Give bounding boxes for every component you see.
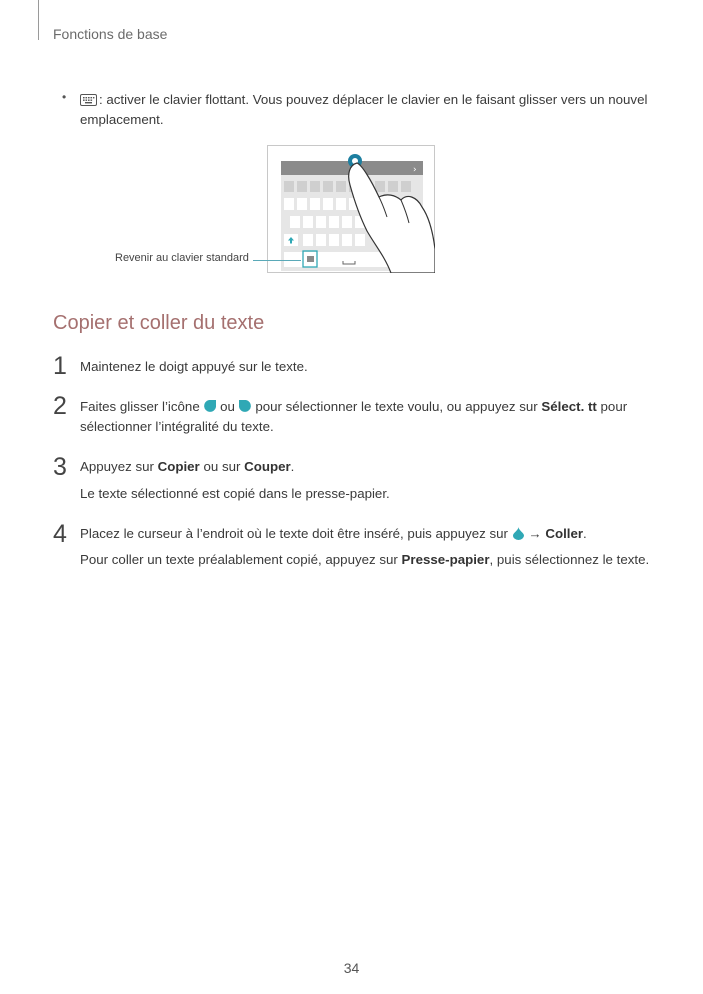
step-4-subtext bbox=[80, 550, 690, 570]
step-3-part2: ou sur bbox=[203, 459, 241, 474]
step-1-text: Maintenez le doigt appuyé sur le texte. bbox=[80, 359, 308, 374]
step-4-period: . bbox=[583, 526, 587, 541]
margin-rule bbox=[38, 0, 39, 40]
cut-label: Couper bbox=[244, 459, 291, 474]
step-4-text bbox=[80, 524, 690, 544]
keyboard-icon bbox=[80, 94, 97, 106]
step-2-part1: Faites glisser l’icône bbox=[80, 399, 200, 414]
step-2-part2: ou bbox=[220, 399, 235, 414]
step-2-part4: pour bbox=[600, 399, 628, 414]
left-selection-handle-icon bbox=[203, 400, 216, 413]
step-2-part3: pour sélectionner le texte voulu, ou appuyez sur bbox=[255, 399, 538, 414]
floating-keyboard-figure bbox=[267, 145, 435, 273]
page-header: Fonctions de base bbox=[53, 26, 168, 42]
step-3-part1: Appuyez sur bbox=[80, 459, 154, 474]
step-2-line2: sélectionner l’intégralité du texte. bbox=[80, 419, 274, 434]
step-4-sub-part1: Pour coller un texte préalablement copié, appuyez sur bbox=[80, 552, 398, 567]
step-number-3: 3 bbox=[53, 453, 67, 481]
bullet-line2: emplacement. bbox=[80, 112, 164, 127]
svg-text:›: › bbox=[413, 165, 417, 175]
step-3-subtext: Le texte sélectionné est copié dans le presse-papier. bbox=[80, 486, 390, 501]
select-all-label: Sélect. tt bbox=[541, 399, 597, 414]
figure-callout-line bbox=[253, 260, 301, 261]
bullet-text bbox=[80, 90, 680, 130]
step-4-part1: Placez le curseur à l’endroit où le texte doit être inséré, puis appuyez sur bbox=[80, 526, 508, 541]
clipboard-label: Presse-papier bbox=[401, 552, 490, 567]
step-number-2: 2 bbox=[53, 392, 67, 420]
figure-label: Revenir au clavier standard bbox=[115, 252, 249, 264]
step-2-text bbox=[80, 397, 680, 437]
step-number-1: 1 bbox=[53, 352, 67, 380]
section-title: Copier et coller du texte bbox=[53, 312, 265, 334]
bullet-line1: : activer le clavier flottant. Vous pouvez déplacer le clavier en le faisant glisser vers un nouvel bbox=[99, 92, 648, 107]
copy-label: Copier bbox=[157, 459, 200, 474]
step-3-text bbox=[80, 457, 680, 477]
right-selection-handle-icon bbox=[239, 400, 252, 413]
step-3-period: . bbox=[290, 459, 295, 474]
arrow-icon: → bbox=[528, 526, 542, 541]
step-4-sub-part2: , puis sélectionnez le texte. bbox=[489, 552, 650, 567]
paste-label: Coller bbox=[545, 526, 584, 541]
bullet-dot: • bbox=[62, 90, 67, 104]
page-number: 34 bbox=[343, 960, 360, 976]
cursor-handle-icon bbox=[512, 527, 525, 540]
step-number-4: 4 bbox=[53, 520, 67, 548]
